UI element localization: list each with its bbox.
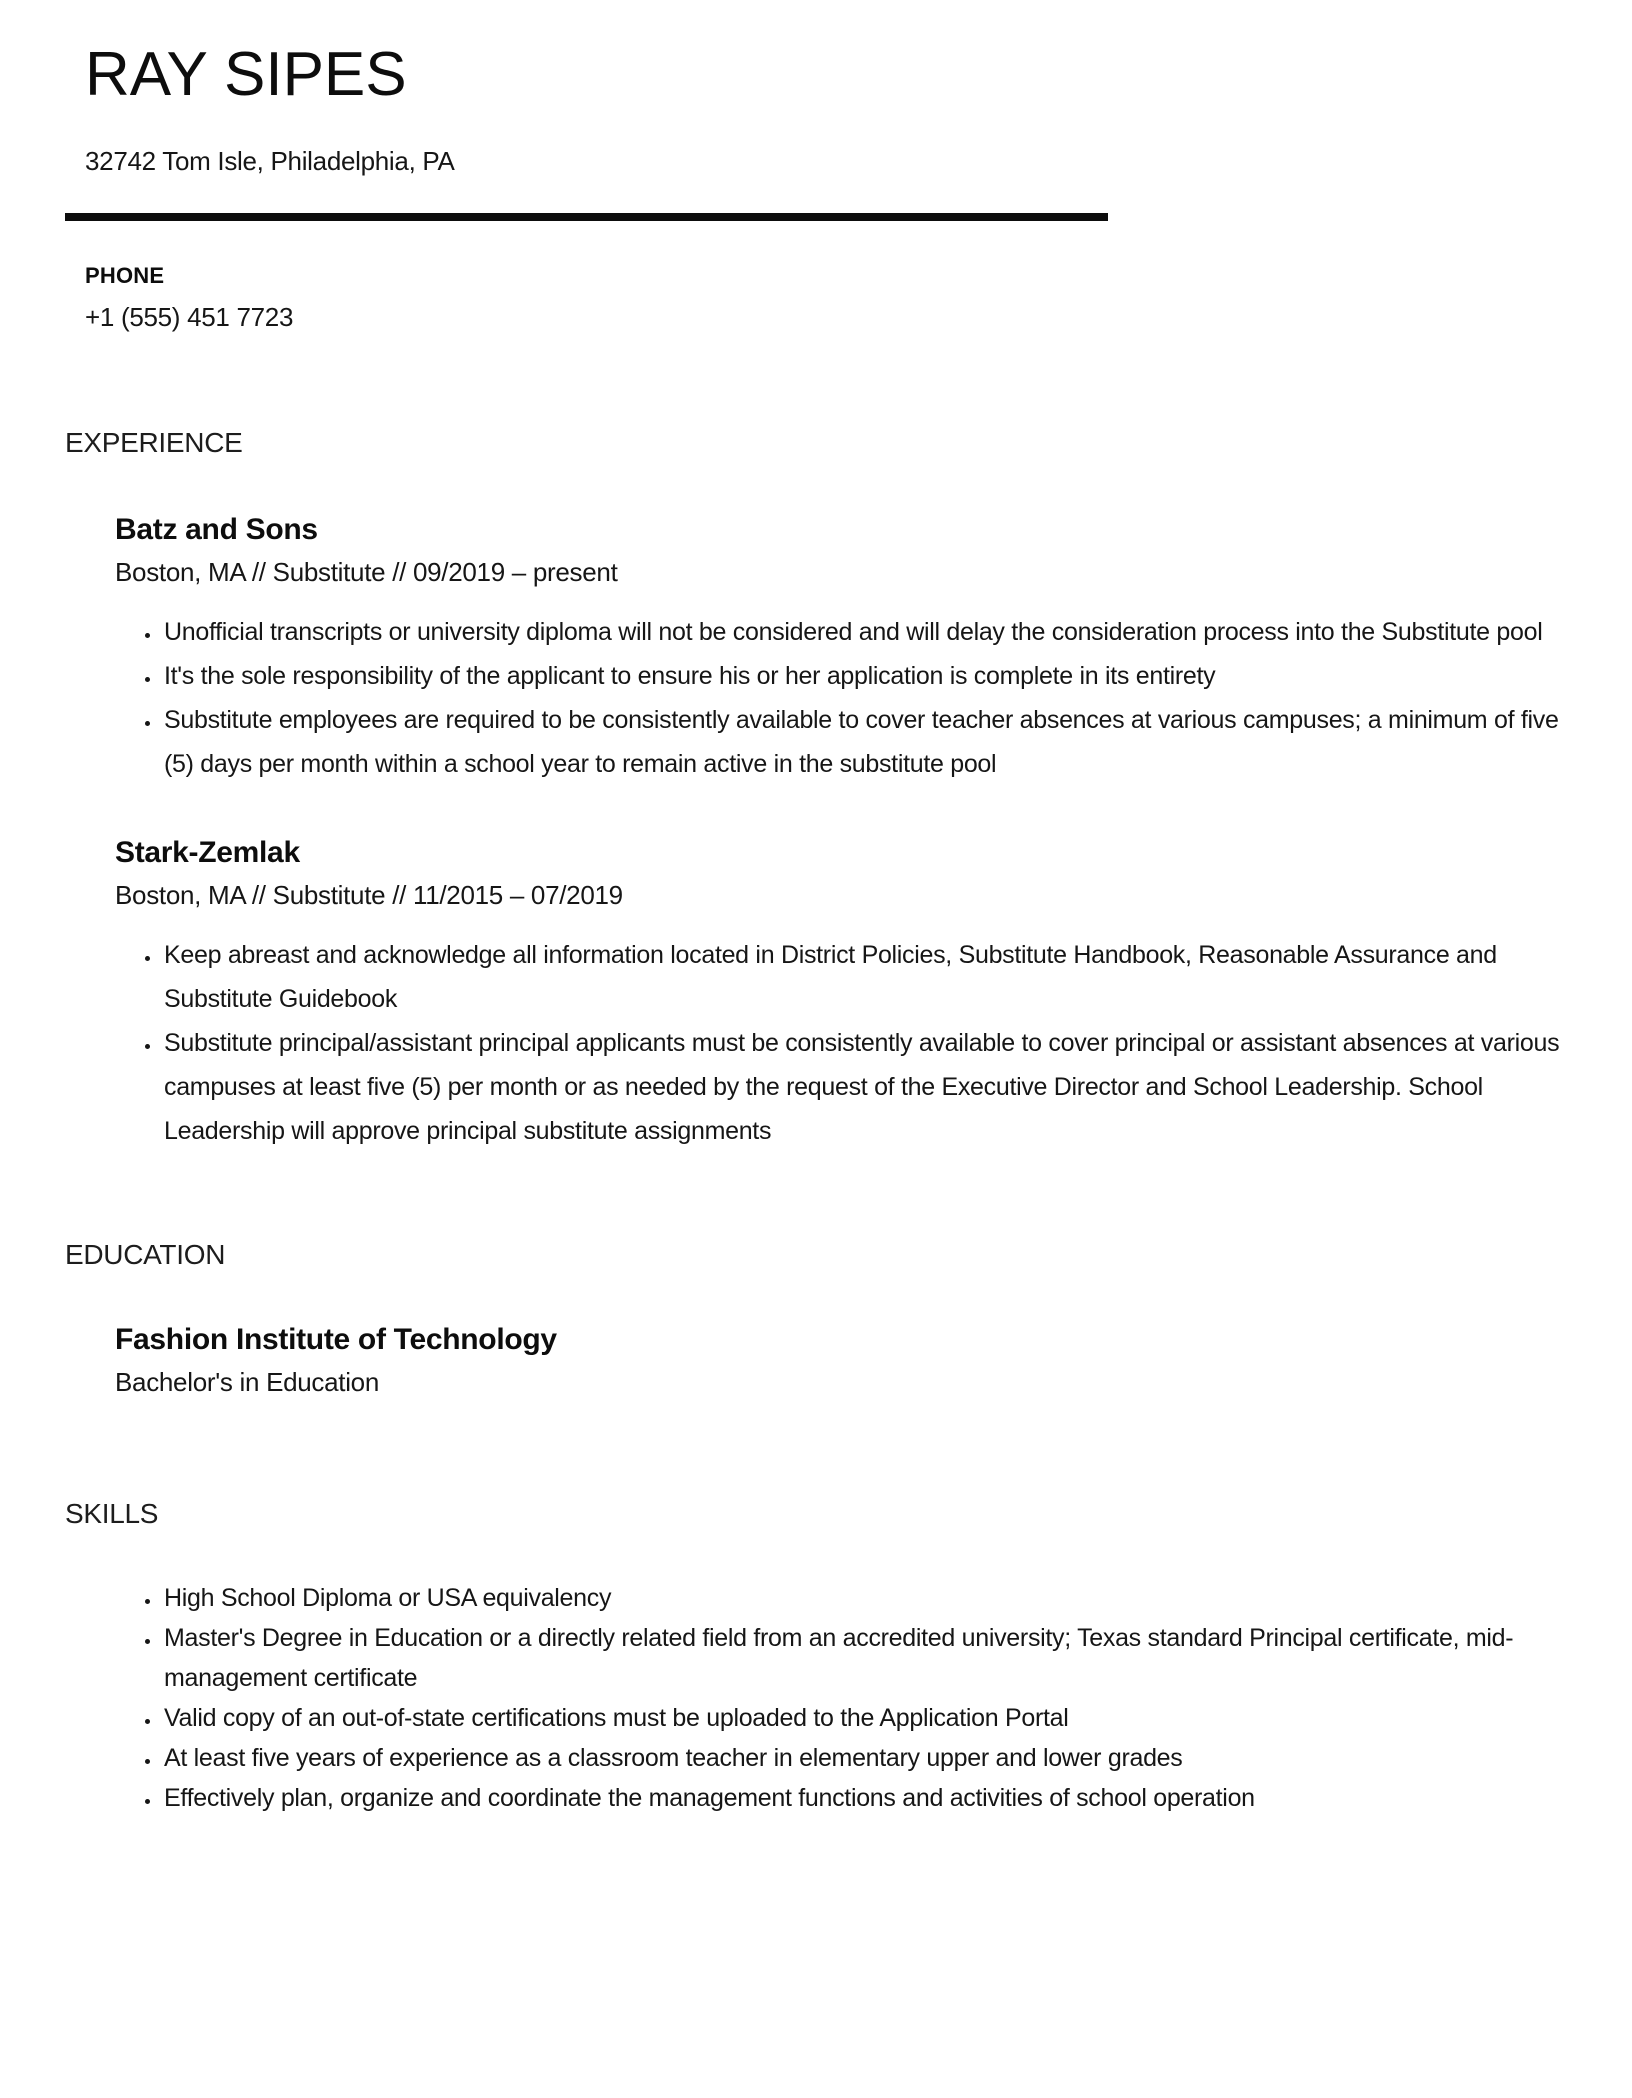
education-section <box>0 1238 1632 1398</box>
job-bullet: • Unofficial transcripts or university diploma will not be considered and will delay the consideration process into the Substitute pool <box>162 610 1560 654</box>
skills-bullet-list <box>0 1578 1632 1818</box>
phone-value: +1 (555) 451 7723 <box>85 301 294 332</box>
education-entry <box>0 1322 1632 1398</box>
job-bullet: • Substitute principal/assistant principal applicants must be consistently available to cover principal or assistant absences at various campuses at least five (5) per month or as needed by the request of the Executive Director and School Leadership. School Leadership will approve principal substitute assignments <box>162 1021 1560 1153</box>
job-bullet: • Keep abreast and acknowledge all information located in District Policies, Substitute Handbook, Reasonable Assurance and Substitute Guidebook <box>162 933 1560 1021</box>
resume-header <box>0 42 1632 177</box>
skill-bullet: • Master's Degree in Education or a directly related field from an accredited university; Texas standard Principal certificate, mid-management certificate <box>162 1618 1560 1698</box>
candidate-address: 32742 Tom Isle, Philadelphia, PA <box>85 146 455 177</box>
experience-section <box>0 426 1632 1153</box>
job-meta: Boston, MA // Substitute // 11/2015 – 07/2019 <box>115 879 623 910</box>
experience-section-title: EXPERIENCE <box>65 426 243 458</box>
company-name: Stark-Zemlak <box>115 835 300 869</box>
candidate-name: RAY SIPES <box>85 40 407 109</box>
company-name: Batz and Sons <box>115 512 318 546</box>
school-name: Fashion Institute of Technology <box>115 1322 557 1356</box>
skills-section <box>0 1497 1632 1818</box>
skill-bullet: • At least five years of experience as a classroom teacher in elementary upper and lower grades <box>162 1738 1560 1778</box>
skill-bullet: • Effectively plan, organize and coordinate the management functions and activities of school operation <box>162 1778 1560 1818</box>
phone-label: PHONE <box>85 262 165 288</box>
skill-bullet: • Valid copy of an out-of-state certifications must be uploaded to the Application Portal <box>162 1698 1560 1738</box>
job-entry-batz-and-sons <box>0 512 1632 786</box>
degree-name: Bachelor's in Education <box>115 1366 380 1397</box>
job-entry-stark-zemlak <box>0 835 1632 1153</box>
job-bullet-list <box>0 610 1632 786</box>
education-section-title: EDUCATION <box>65 1238 226 1270</box>
job-bullet: • It's the sole responsibility of the applicant to ensure his or her application is complete in its entirety <box>162 654 1560 698</box>
skill-bullet: • High School Diploma or USA equivalency <box>162 1578 1560 1618</box>
contact-section <box>85 262 1632 333</box>
job-meta: Boston, MA // Substitute // 09/2019 – present <box>115 556 618 587</box>
job-bullet-list <box>0 933 1632 1153</box>
header-divider <box>65 213 1108 221</box>
job-bullet: • Substitute employees are required to be consistently available to cover teacher absences at various campuses; a minimum of five (5) days per month within a school year to remain active in the substitute pool <box>162 698 1560 786</box>
skills-section-title: SKILLS <box>65 1497 159 1529</box>
